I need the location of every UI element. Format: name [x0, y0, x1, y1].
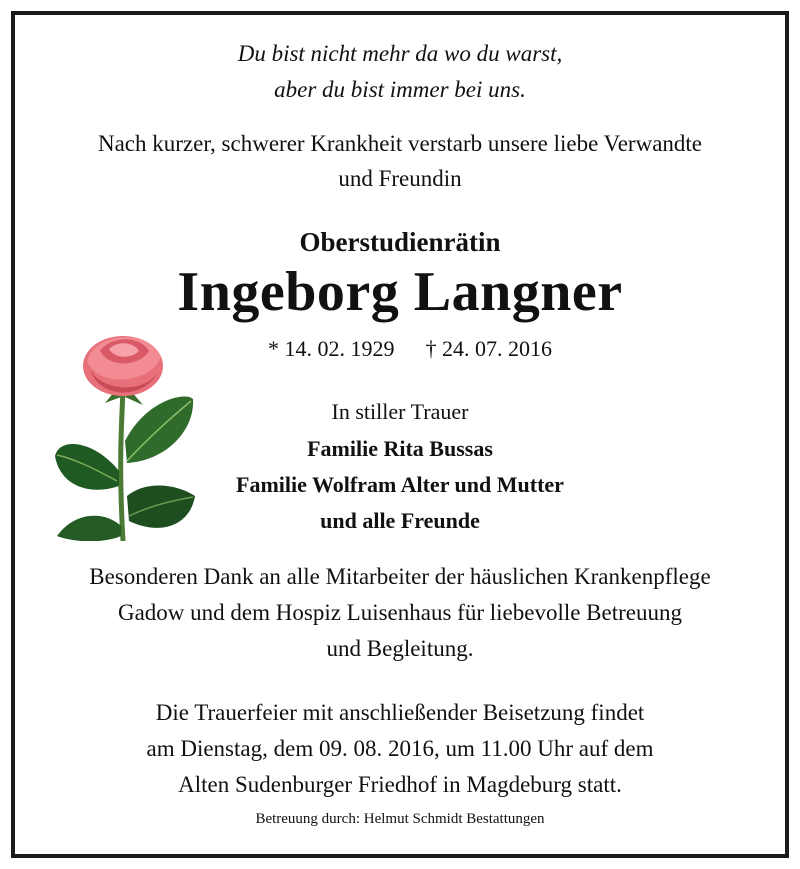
- deceased-name: Ingeborg Langner: [177, 261, 623, 323]
- motto-line-2: aber du bist immer bei uns.: [274, 77, 526, 102]
- death-date: † 24. 07. 2016: [425, 336, 552, 361]
- thanks-line-2: Gadow und dem Hospiz Luisenhaus für liebevolle Betreuung: [117, 600, 682, 625]
- mourner-family-1: Familie Rita Bussas: [307, 436, 493, 461]
- mourner-family-2: Familie Wolfram Alter und Mutter: [236, 472, 564, 497]
- funeral-line-2: am Dienstag, dem 09. 08. 2016, um 11.00 Uhr auf dem: [146, 736, 654, 761]
- mourners-heading: In stiller Trauer: [331, 399, 469, 424]
- intro-line-1: Nach kurzer, schwerer Krankheit verstarb unsere liebe Verwandte: [97, 131, 703, 156]
- thanks-line-3: und Begleitung.: [326, 636, 474, 661]
- mourner-friends: und alle Freunde: [320, 508, 480, 533]
- funeral-line-3: Alten Sudenburger Friedhof in Magdeburg statt.: [178, 772, 622, 797]
- intro-line-2: und Freundin: [338, 166, 462, 191]
- funeral-home-credit: Betreuung durch: Helmut Schmidt Bestattungen: [255, 811, 545, 827]
- obituary-frame: [11, 11, 789, 858]
- birth-date: * 14. 02. 1929: [268, 336, 395, 361]
- deceased-title: Oberstudienrätin: [299, 227, 501, 257]
- motto-line-1: Du bist nicht mehr da wo du warst,: [237, 41, 563, 66]
- funeral-line-1: Die Trauerfeier mit anschließender Beisetzung findet: [155, 700, 645, 725]
- thanks-line-1: Besonderen Dank an alle Mitarbeiter der häuslichen Krankenpflege: [89, 564, 711, 589]
